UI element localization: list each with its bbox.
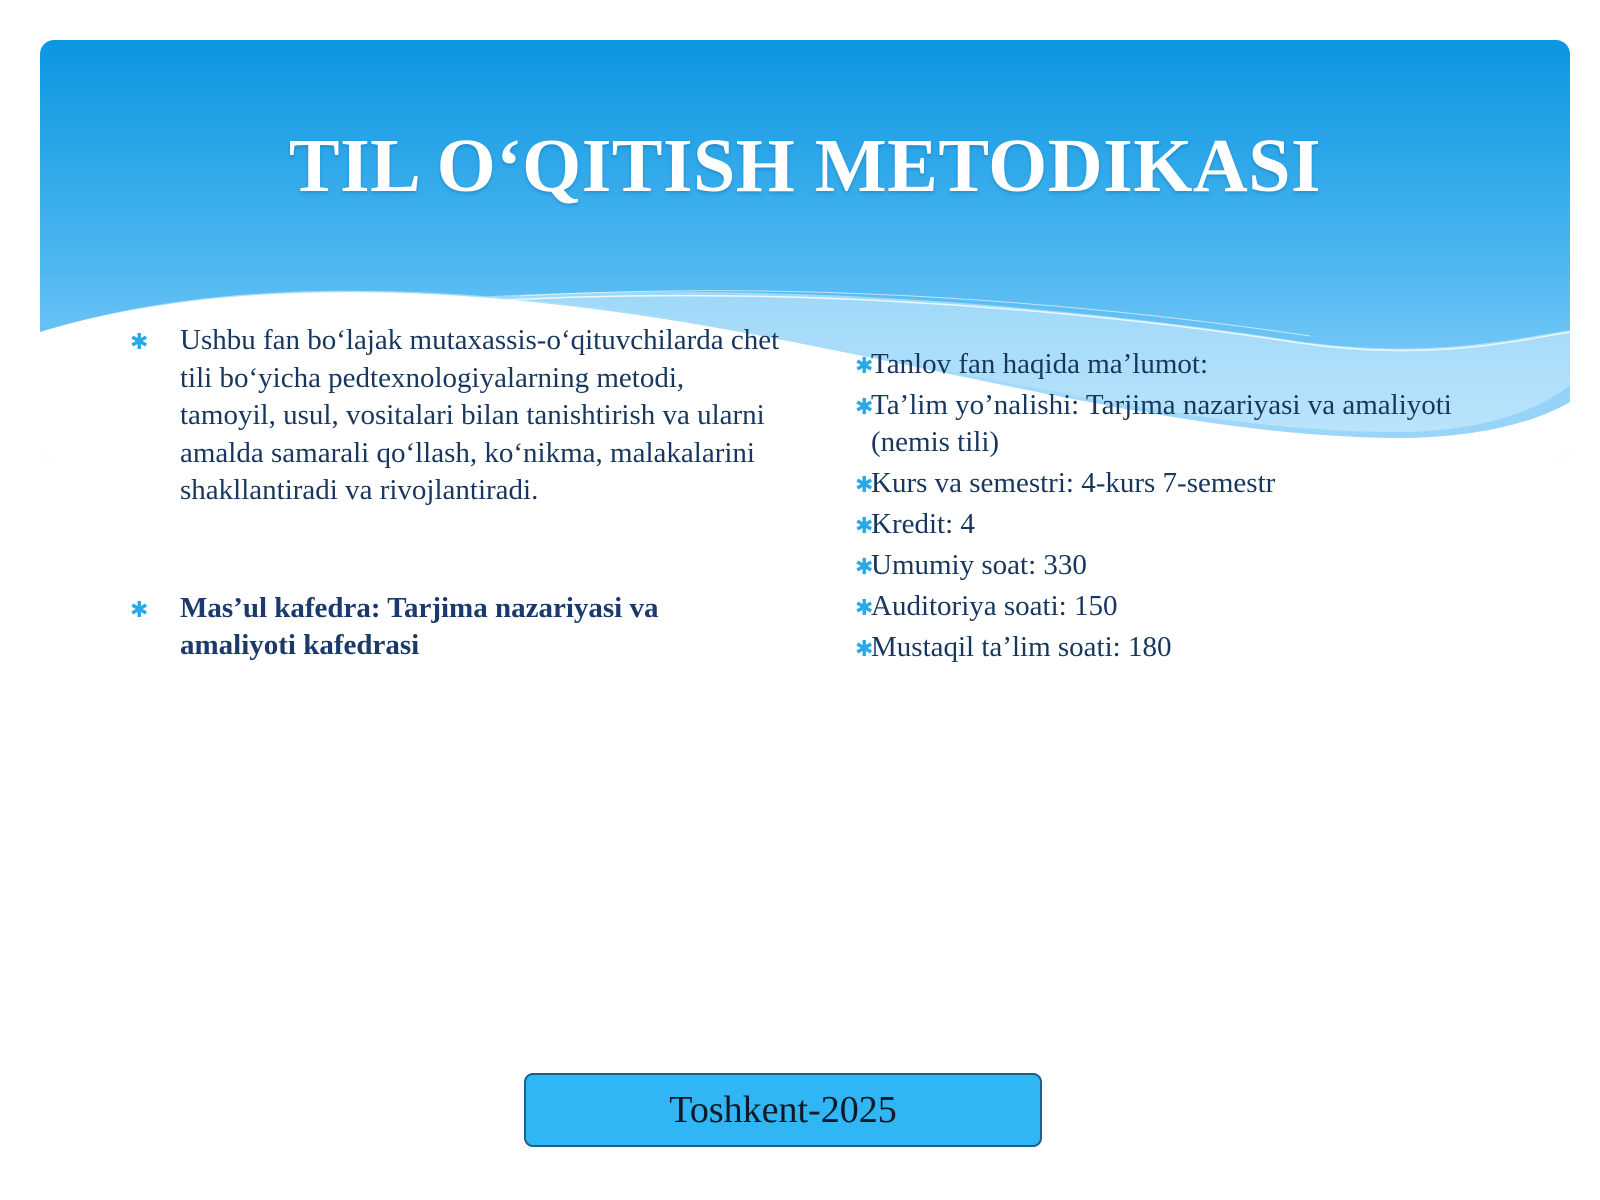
info-heading: Tanlov fan haqida ma’lumot: — [871, 348, 1209, 380]
study-direction-continuation: (nemis tili) — [871, 426, 1000, 458]
total-hours: Umumiy soat: 330 — [871, 549, 1087, 581]
responsible-department: Mas’ul kafedra: Tarjima nazariyasi va amaliyoti kafedrasi — [180, 591, 659, 661]
asterisk-bullet-icon: ✱ — [855, 354, 874, 379]
course-semester: Kurs va semestri: 4-kurs 7-semestr — [871, 467, 1276, 499]
asterisk-bullet-icon: ✱ — [130, 330, 149, 355]
classroom-hours: Auditoriya soati: 150 — [871, 590, 1118, 622]
list-item — [855, 465, 1555, 502]
asterisk-bullet-icon: ✱ — [855, 514, 874, 539]
right-bullet-list — [855, 346, 1555, 670]
asterisk-bullet-icon: ✱ — [855, 637, 874, 662]
left-bullet-list — [130, 322, 780, 665]
study-direction: Ta’lim yo’nalishi: Tarjima nazariyasi va amaliyoti — [871, 389, 1452, 421]
asterisk-bullet-icon: ✱ — [130, 597, 149, 623]
self-study-hours: Mustaqil ta’lim soati: 180 — [871, 631, 1172, 663]
list-item — [855, 629, 1555, 666]
asterisk-bullet-icon: ✱ — [855, 596, 874, 621]
list-item — [855, 547, 1555, 584]
asterisk-bullet-icon: ✱ — [855, 395, 874, 420]
asterisk-bullet-icon: ✱ — [855, 473, 874, 498]
list-item — [855, 506, 1555, 543]
footer-location-year: Toshkent-2025 — [524, 1073, 1042, 1147]
slide-title: TIL O‘QITISH METODIKASI — [288, 124, 1322, 208]
credit: Kredit: 4 — [871, 508, 975, 540]
list-item — [855, 346, 1555, 383]
list-item — [855, 387, 1555, 461]
asterisk-bullet-icon: ✱ — [855, 555, 874, 580]
course-description: Ushbu fan bo‘lajak mutaxassis-o‘qituvchilarda chet tili bo‘yicha pedtexnologiyalarning metodi, tamoyil, usul, vositalari bilan tanishtirish va ularni amalda samarali qo‘llash, ko‘nikma, malakalarini shakllantiradi va rivojlantiradi. — [180, 324, 780, 506]
list-item — [130, 322, 780, 510]
list-item — [130, 590, 780, 665]
list-item — [855, 588, 1555, 625]
